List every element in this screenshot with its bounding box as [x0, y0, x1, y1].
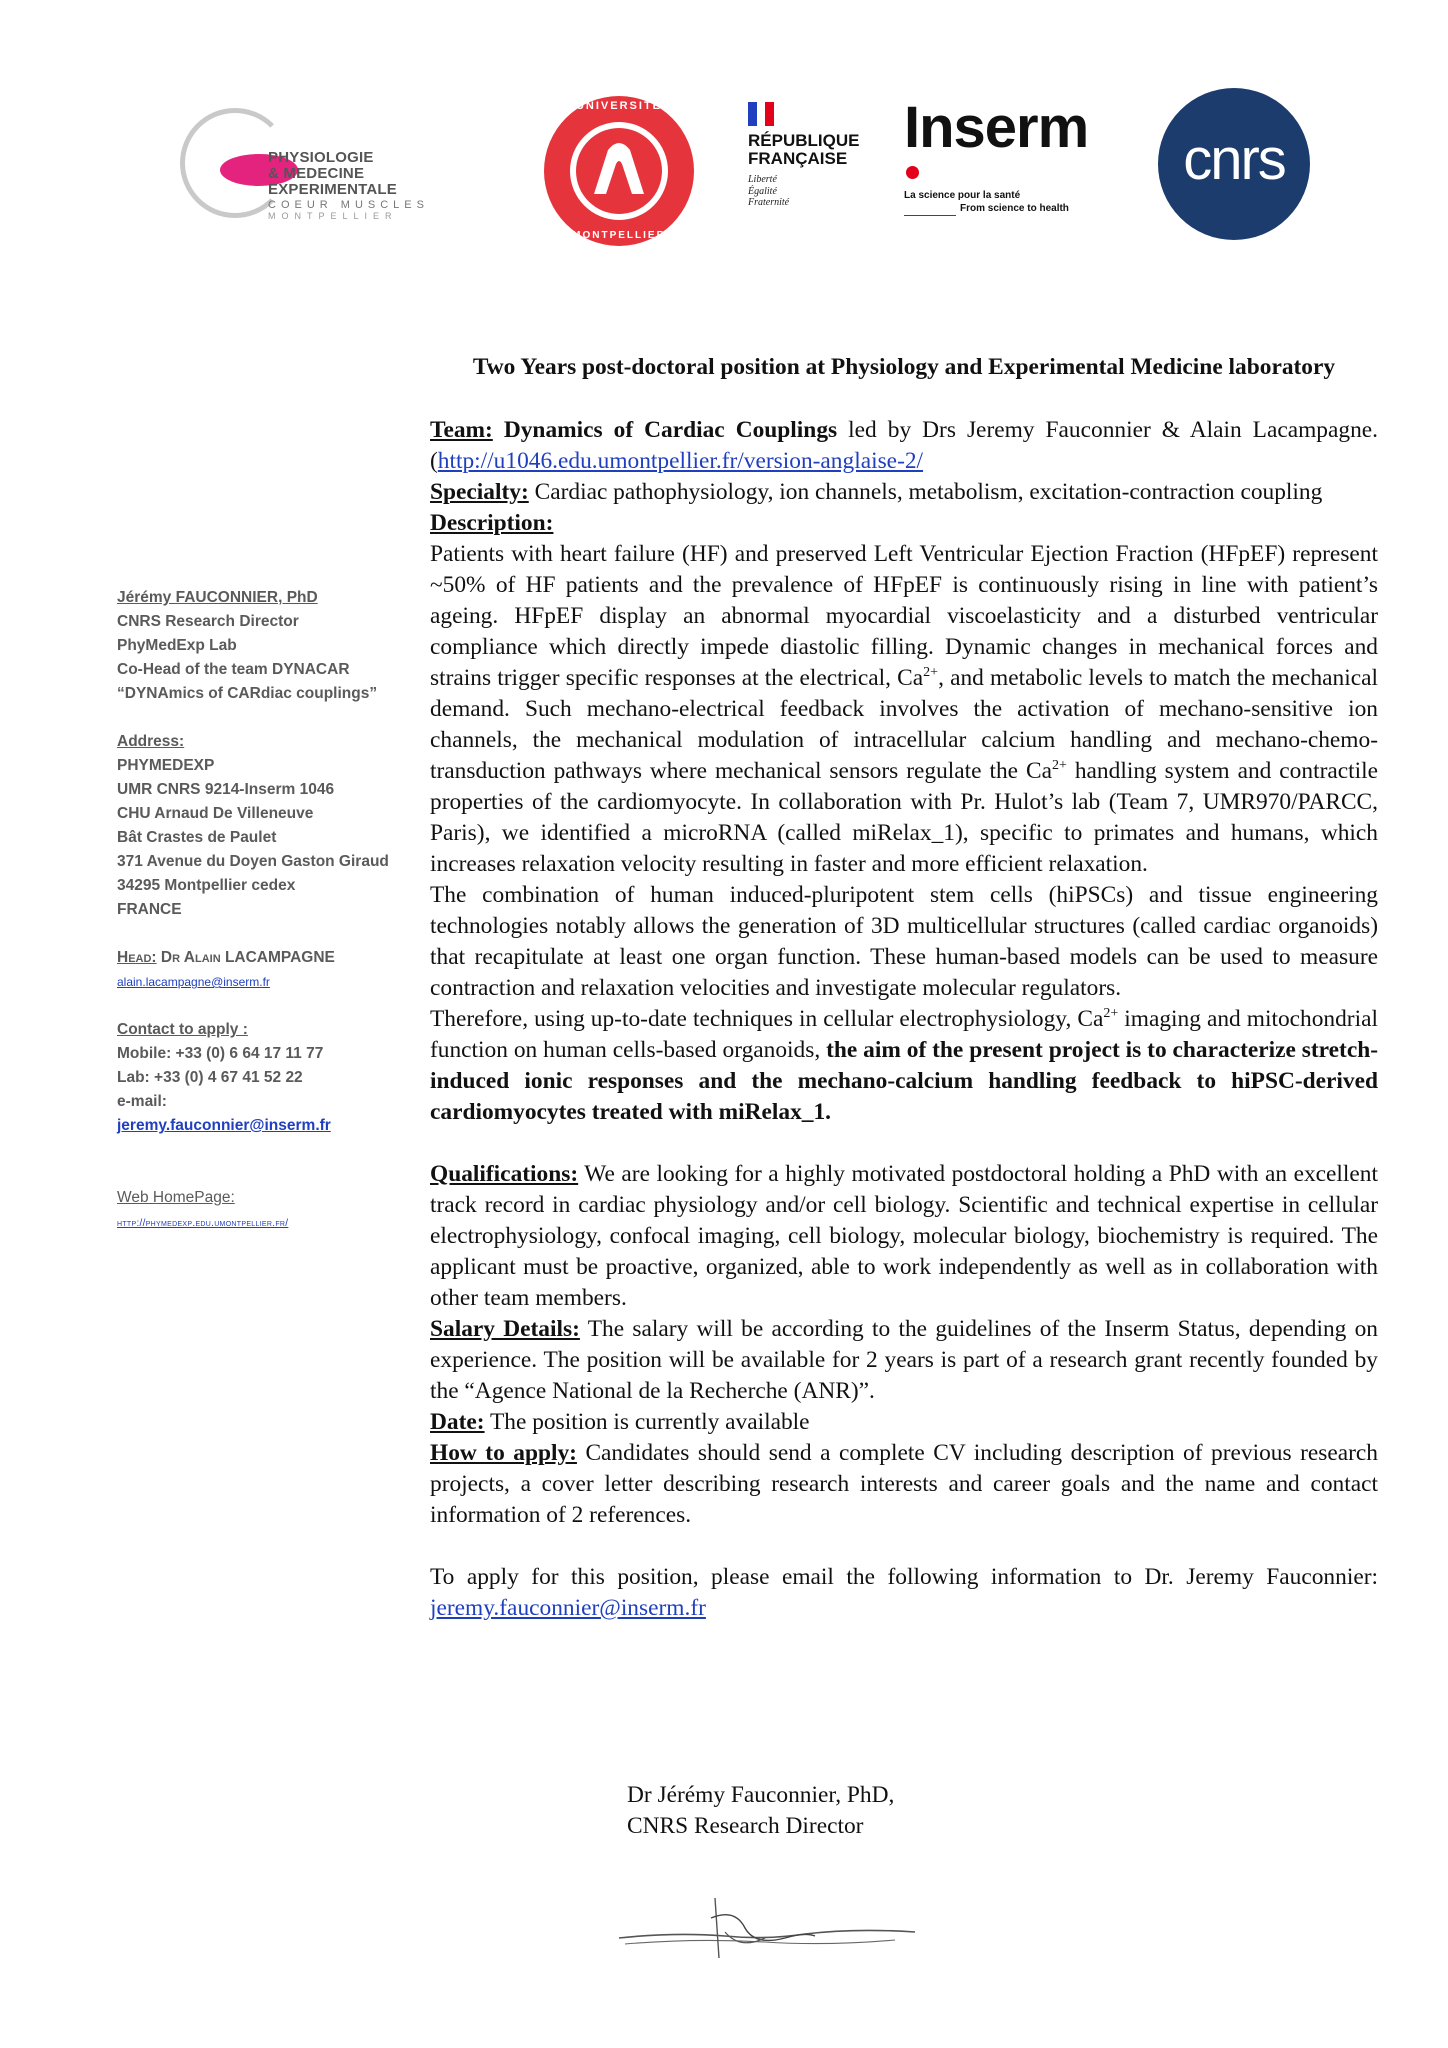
sidebar-apply-block: [117, 1018, 405, 1138]
page-title: Two Years post-doctoral position at Physiology and Experimental Medicine laboratory: [472, 354, 1336, 380]
sidebar-lab: PhyMedExp Lab: [117, 637, 237, 654]
inserm-tagline-fr: La science pour la santé: [904, 190, 1021, 201]
rf-title: [748, 132, 859, 168]
sidebar-mobile: Mobile: +33 (0) 6 64 17 11 77: [117, 1045, 324, 1062]
inserm-red-dot-icon: [906, 166, 919, 179]
desc-p1-part-b: , and metabolic levels to match the mechanical demand. Such mechano-electrical feedback involves the activation of mechano-sensitive ion channels, the mechanical modulation of intracellular calcium handling and mechano-chemo-transduction pathways where mechanical sensors regulate the Ca: [430, 665, 1378, 784]
handwritten-signature-icon: [615, 1888, 935, 1968]
inserm-logo: [902, 95, 1112, 222]
sidebar-lab-phone: Lab: +33 (0) 4 67 41 52 22: [117, 1069, 303, 1086]
address-line: 371 Avenue du Doyen Gaston Giraud: [117, 853, 389, 870]
address-line: UMR CNRS 9214-Inserm 1046: [117, 781, 335, 798]
salary-text: The salary will be according to the guidelines of the Inserm Status, depending on experience. The position will be available for 2 years is part of a research grant recently founded by the “Agence National de la Recherche (ANR)”.: [430, 1316, 1378, 1404]
rf-motto: [748, 174, 789, 209]
apply-text: To apply for this position, please email the following information to Dr. Jeremy Fauconnier:: [430, 1564, 1378, 1590]
specialty-label: Specialty:: [430, 479, 529, 505]
sidebar-contact-label: Contact to apply :: [117, 1021, 248, 1038]
team-paragraph: [430, 415, 1378, 477]
sidebar-head-label: Head:: [117, 949, 157, 966]
sidebar-name: Jérémy FAUCONNIER, PhD: [117, 589, 318, 606]
ca-superscript: 2+: [1103, 1006, 1119, 1022]
um-core-icon: [576, 128, 662, 214]
um-logo-bottom-text: MONTPELLIER: [572, 230, 666, 241]
desc-p3-part-b: imaging and mitochondrial function on human cells-based organoids,: [430, 1006, 1378, 1063]
description-paragraph-2: The combination of human induced-pluripotent stem cells (hiPSCs) and tissue engineering technologies notably allows the generation of 3D multicellular structures (called cardiac organoids) that recapitulate at least one organ function. These human-based models can be used to measure contraction and relaxation velocities and investigate molecular regulators.: [430, 882, 1378, 1001]
cnrs-logo: [1158, 88, 1310, 240]
date-text: The position is currently available: [484, 1409, 810, 1435]
universite-montpellier-logo: [544, 96, 694, 246]
signoff-block: [627, 1780, 894, 1842]
phymedexp-logo-line3: COEUR MUSCLES: [268, 199, 429, 212]
signoff-title: CNRS Research Director: [627, 1813, 864, 1839]
sidebar-cohead: Co-Head of the team DYNACAR: [117, 661, 350, 678]
apply-email-link[interactable]: jeremy.fauconnier@inserm.fr: [430, 1595, 706, 1621]
team-name: Dynamics of Cardiac Couplings: [503, 417, 838, 443]
team-rest: led by Drs Jeremy Fauconnier & Alain Lacampagne. (: [430, 417, 1379, 474]
rf-motto-egalite: Égalité: [748, 185, 777, 197]
um-m-glyph-icon: [576, 128, 662, 214]
contact-sidebar: [117, 586, 405, 1260]
qualifications-label: Qualifications:: [430, 1161, 579, 1187]
phymedexp-logo-line1: PHYSIOLOGIE: [268, 149, 374, 166]
logo-row: [0, 80, 1448, 260]
sidebar-address-block: [117, 730, 405, 922]
team-label: Team:: [430, 417, 493, 443]
rf-title-line1: RÉPUBLIQUE: [748, 131, 860, 150]
phymedexp-logo-text: [268, 150, 490, 221]
sidebar-role: CNRS Research Director: [117, 613, 299, 630]
sidebar-team-full: “DYNAmics of CARdiac couplings”: [117, 685, 378, 702]
rf-title-line2: FRANÇAISE: [748, 148, 848, 168]
sidebar-address-label: Address:: [117, 733, 185, 750]
phymedexp-logo: [180, 108, 490, 221]
salary-label: Salary Details:: [430, 1316, 580, 1342]
ca-superscript: 2+: [923, 665, 939, 681]
cnrs-wordmark: cnrs: [1183, 127, 1285, 192]
project-aim-bold: the aim of the present project is to characterize stretch-induced ionic responses and the mechano-calcium handling feedback to hiPSC-derived cardiomyocytes treated with miRelax_1.: [430, 1037, 1378, 1125]
sidebar-contact-block: [117, 586, 405, 706]
sidebar-head-name: Dr Alain LACAMPAGNE: [160, 949, 335, 966]
rf-motto-liberte: Liberté: [748, 174, 777, 185]
desc-p1-part-a: Patients with heart failure (HF) and preserved Left Ventricular Ejection Fraction (HFpEF) represent ~50% of HF patients and the prevalence of HFpEF is continuously rising in line with patient’s ageing. HFpEF display an abnormal myocardial viscoelasticity and a disturbed ventricular compliance which directly impede diastolic filling. Dynamic changes in mechanical forces and strains trigger specific responses at the electrical, Ca: [430, 541, 1378, 691]
desc-p1-part-c: handling system and contractile properties of the cardiomyocyte. In collaboration with Pr. Hulot’s lab (Team 7, UMR970/PARCC, Paris), we identified a microRNA (called miRelax_1), specific to primates and humans, which increases relaxation velocity resulting in faster and more efficient relaxation.: [430, 758, 1379, 877]
signoff-name: Dr Jérémy Fauconnier, PhD,: [627, 1782, 895, 1808]
salary-paragraph: [430, 1314, 1378, 1407]
qualifications-paragraph: [430, 1159, 1378, 1314]
description-label: Description:: [430, 510, 554, 536]
address-line: 34295 Montpellier cedex: [117, 877, 296, 894]
description-heading: [430, 508, 1378, 539]
republique-francaise-logo: [748, 102, 868, 222]
team-url-link[interactable]: http://u1046.edu.umontpellier.fr/version-anglaise-2/: [437, 448, 924, 474]
web-homepage-link[interactable]: http://phymedexp.edu.umontpellier.fr/: [117, 1218, 289, 1229]
main-content: [430, 352, 1378, 1624]
description-paragraph-1: [430, 539, 1378, 880]
specialty-paragraph: [430, 477, 1378, 508]
sidebar-head-block: [117, 946, 405, 994]
sidebar-web-block: [117, 1186, 405, 1236]
inserm-tagline-en: From science to health: [960, 203, 1069, 214]
um-logo-top-text: UNIVERSITÉ: [575, 100, 662, 112]
sidebar-web-label: Web HomePage:: [117, 1189, 235, 1206]
address-line: FRANCE: [117, 901, 182, 918]
address-line: CHU Arnaud De Villeneuve: [117, 805, 314, 822]
apply-paragraph: [430, 1562, 1378, 1624]
date-label: Date:: [430, 1409, 485, 1435]
date-paragraph: [430, 1407, 1378, 1438]
rf-motto-fraternite: Fraternité: [748, 197, 790, 208]
sidebar-head-line: [117, 946, 405, 970]
ca-superscript: 2+: [1052, 758, 1067, 774]
sidebar-email-label: e-mail:: [117, 1093, 167, 1110]
qualifications-text: We are looking for a highly motivated postdoctoral holding a PhD with an excellent track record in cardiac physiology and/or cell biology. Scientific and technical expertise in cellular electrophysiology, confocal imaging, cell biology, molecular biology, biochemistry is required. The applicant must be proactive, organized, able to work independently as well as in collaboration with other team members.: [430, 1161, 1378, 1311]
address-line: Bât Crastes de Paulet: [117, 829, 277, 846]
desc-p3-part-a: Therefore, using up-to-date techniques in cellular electrophysiology, Ca: [430, 1006, 1104, 1032]
phymedexp-logo-line4: MONTPELLIER: [268, 210, 398, 221]
howto-label: How to apply:: [430, 1440, 577, 1466]
marianne-flag-icon: [748, 102, 774, 126]
howto-paragraph: [430, 1438, 1378, 1531]
contact-email-link[interactable]: jeremy.fauconnier@inserm.fr: [117, 1117, 331, 1134]
phymedexp-logo-line2: & MEDECINE EXPERIMENTALE: [268, 164, 398, 198]
inserm-red-rule: [904, 215, 956, 216]
description-paragraph-3: [430, 1004, 1378, 1128]
address-line: PHYMEDEXP: [117, 757, 215, 774]
inserm-wordmark: Inserm: [904, 95, 1089, 160]
head-email-link[interactable]: alain.lacampagne@inserm.fr: [117, 975, 270, 989]
howto-text: Candidates should send a complete CV including description of previous research projects, a cover letter describing research interests and career goals and the name and contact information of 2 references.: [430, 1440, 1378, 1528]
specialty-text: Cardiac pathophysiology, ion channels, metabolism, excitation-contraction coupling: [528, 479, 1323, 505]
